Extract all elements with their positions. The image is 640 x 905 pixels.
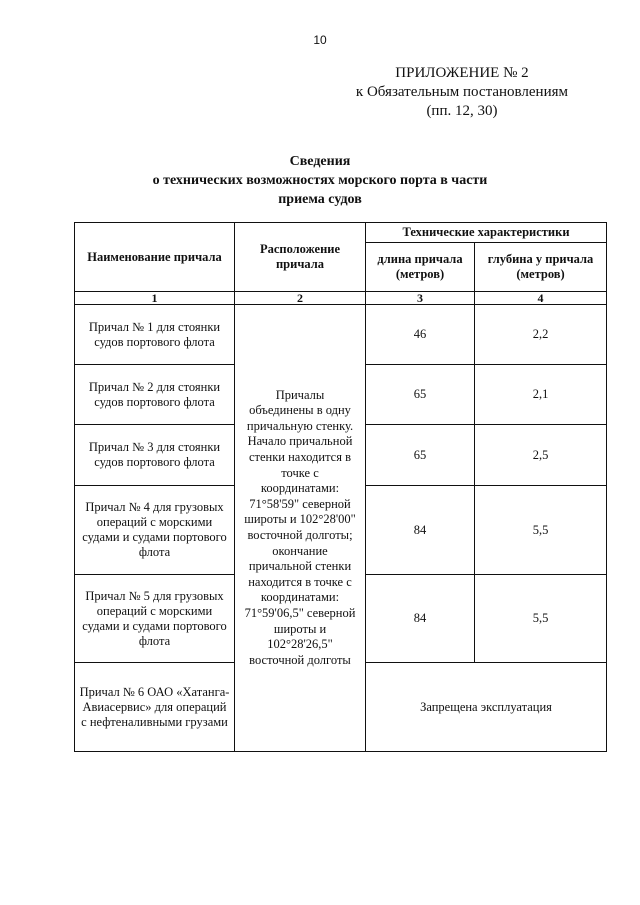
- berth-depth: 2,1: [475, 365, 607, 425]
- header-technical: Технические характеристики: [366, 223, 607, 243]
- berth-depth: 5,5: [475, 575, 607, 663]
- location-line: Причалы: [275, 387, 325, 402]
- header-location: Расположение причала: [235, 223, 366, 292]
- page-number: 10: [313, 33, 327, 47]
- heading-line-3: приема судов: [278, 192, 362, 207]
- location-line: Начало причальной: [247, 434, 353, 449]
- location-line: объединены в одну: [249, 403, 351, 418]
- location-line: восточной долготы: [249, 652, 351, 667]
- location-line: окончание: [272, 543, 328, 558]
- location-line: широты и 102°28'00": [244, 512, 356, 527]
- appendix-clauses: (пп. 12, 30): [426, 103, 498, 119]
- location-line: координатами:: [260, 481, 340, 496]
- column-number-4: 4: [475, 292, 607, 305]
- location-line: восточной долготы;: [247, 528, 353, 542]
- location-line: 71°59'06,5" северной: [244, 605, 356, 620]
- column-number-1: 1: [75, 292, 235, 305]
- berth-length: 65: [366, 425, 475, 486]
- appendix-reference: [356, 64, 568, 121]
- location-line: точке с: [281, 465, 319, 480]
- column-number-3: 3: [366, 292, 475, 305]
- table-row: [75, 305, 607, 365]
- berth-table: [74, 222, 607, 752]
- berth-location: [235, 305, 366, 752]
- location-line: широты и: [273, 621, 327, 636]
- location-line: находится в точке с: [248, 574, 352, 589]
- location-line: 71°58'59" северной: [249, 496, 351, 511]
- berth-name: Причал № 1 для стоянки судов портового флота: [75, 305, 235, 365]
- location-line: координатами:: [260, 590, 340, 605]
- berth-length: 84: [366, 486, 475, 575]
- berth-depth: 2,2: [475, 305, 607, 365]
- berth-length: 46: [366, 305, 475, 365]
- location-line: причальной стенки: [248, 559, 352, 574]
- location-line: причальную стенку.: [246, 418, 354, 433]
- berth-length: 65: [366, 365, 475, 425]
- appendix-document: к Обязательным постановлениям: [355, 84, 568, 100]
- header-length: длина причала (метров): [366, 243, 475, 292]
- berth-name: Причал № 6 ОАО «Хатанга-Авиасервис» для операций с нефтеналивными грузами: [75, 663, 235, 752]
- heading-line-1: Сведения: [289, 154, 351, 169]
- berth-name: Причал № 3 для стоянки судов портового флота: [75, 425, 235, 486]
- berth-name: Причал № 5 для грузовых операций с морскими судами и судами портового флота: [75, 575, 235, 663]
- document-heading: [0, 152, 640, 209]
- berth-status: Запрещена эксплуатация: [366, 663, 607, 752]
- location-line: стенки находится в: [248, 450, 352, 465]
- appendix-title: ПРИЛОЖЕНИЕ № 2: [395, 65, 529, 81]
- berth-length: 84: [366, 575, 475, 663]
- berth-name: Причал № 4 для грузовых операций с морскими судами и судами портового флота: [75, 486, 235, 575]
- column-number-2: 2: [235, 292, 366, 305]
- berth-depth: 2,5: [475, 425, 607, 486]
- location-line: 102°28'26,5": [267, 637, 333, 652]
- header-berth-name: Наименование причала: [75, 223, 235, 292]
- heading-line-2: о технических возможностях морского порта в части: [152, 173, 488, 188]
- berth-depth: 5,5: [475, 486, 607, 575]
- header-depth: глубина у причала (метров): [475, 243, 607, 292]
- berth-name: Причал № 2 для стоянки судов портового флота: [75, 365, 235, 425]
